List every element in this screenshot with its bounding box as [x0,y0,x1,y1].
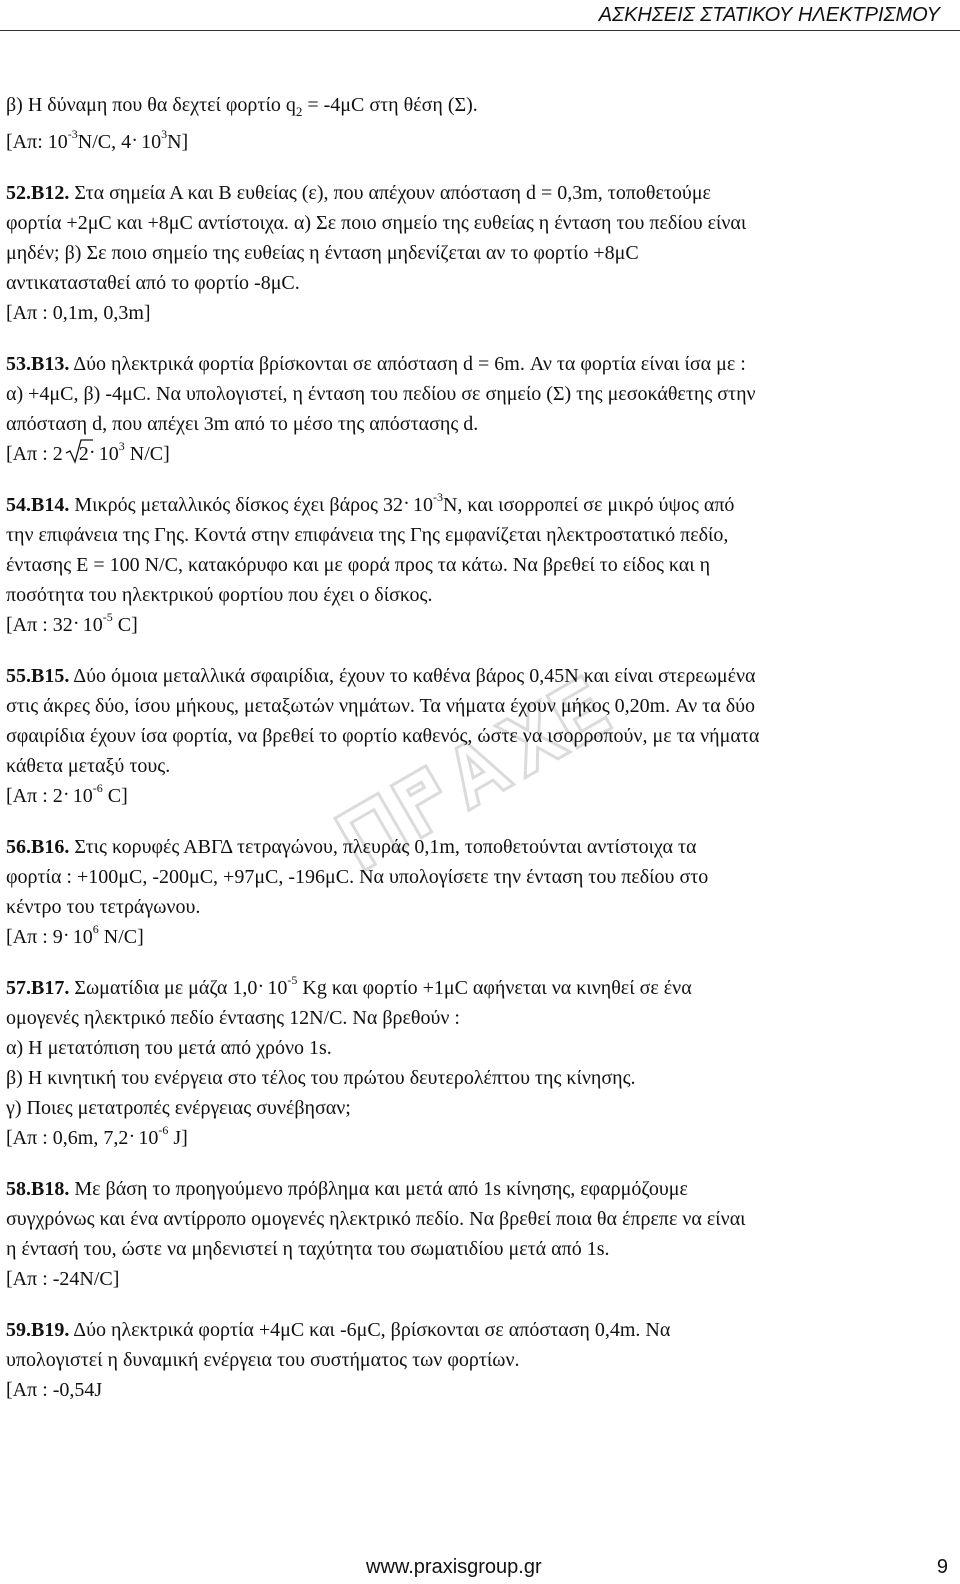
answer-line: [Απ: $10^{-3}N/C$, 4. $10^3N$] [6,124,189,153]
answer-line: [Απ : -24N/C] [6,1268,120,1290]
exercise-number: 57.Β17. [6,977,70,999]
text-line: β) Η δύναμη που θα δεχτεί φορτίο $q_2 = -4\mu C$ στη θέση (Σ). [6,94,478,119]
text-line: β) Η κινητική του ενέργεια στο τέλος του πρώτου δευτερολέπτου της κίνησης. [6,1067,636,1089]
exercise-59 [6,1315,956,1405]
answer-line: [Απ : -0,54J [6,1379,103,1401]
text-line: έντασης Ε = 100 N/C, κατακόρυφο και με φορά προς τα κάτω. Να βρεθεί το είδος και η [6,554,711,576]
exercise-55 [6,661,956,811]
exercise-number: 54.Β14. [6,494,70,516]
text-line: 52.Β12. Στα σημεία Α και Β ευθείας (ε), που απέχουν απόσταση d = 0,3m, τοποθετούμε [6,182,711,204]
subscript: 2 [295,104,303,119]
text-line: αντικατασταθεί από το φορτίο -8μC. [6,272,300,294]
text-line: 56.Β16. Στις κορυφές ΑΒΓΔ τετραγώνου, πλευράς 0,1m, τοποθετούνται αντίστοιχα τα [6,836,697,858]
text-line: φορτία : +100μC, -200μC, +97μC, -196μC. Να υπολογίσετε την ένταση του πεδίου στο [6,866,709,888]
text-line: 57.Β17. Σωματίδια με μάζα 1,0. $10^{-5}$ Kg και φορτίο +1μC αφήνεται να κινηθεί σε ένα [6,970,692,999]
text-line: μηδέν; β) Σε ποιο σημείο της ευθείας η ένταση μηδενίζεται αν το φορτίο +8μC [6,242,639,264]
text-line: γ) Ποιες μετατροπές ενέργειας συνέβησαν; [6,1097,351,1119]
intro-block [6,90,956,157]
answer-line: [Απ : 2. $10^{-6}$ C] [6,778,128,807]
text-line: υπολογιστεί η δυναμική ενέργεια του συστήματος των φορτίων. [6,1349,520,1371]
exercise-number: 59.Β19. [6,1319,70,1341]
page-header [0,0,960,36]
text-line: απόσταση d, που απέχει 3m από το μέσο της απόστασης d. [6,413,479,435]
text-line: κάθετα μεταξύ τους. [6,755,171,777]
text-line: ομογενές ηλεκτρικό πεδίο έντασης 12N/C. Να βρεθούν : [6,1007,460,1029]
text-line: α) Η μετατόπιση του μετά από χρόνο 1s. [6,1037,332,1059]
text-line: ποσότητα του ηλεκτρικού φορτίου που έχει ο δίσκος. [6,584,433,606]
exercise-58 [6,1174,956,1294]
exercise-56 [6,832,956,952]
text-line: 58.Β18. Με βάση το προηγούμενο πρόβλημα και μετά από 1s κίνησης, εφαρμόζουμε [6,1178,688,1200]
text-line: α) +4μC, β) -4μC. Να υπολογιστεί, η ένταση του πεδίου σε σημείο (Σ) της μεσοκάθετης στην [6,383,756,405]
exercise-number: 55.Β15. [6,665,70,687]
answer-line: [Απ : 2 2. $10^3$ N/C] [6,439,956,469]
exercise-57 [6,970,956,1153]
exercise-number: 53.Β13. [6,353,70,375]
text-line: η έντασή του, ώστε να μηδενιστεί η ταχύτητα του σωματιδίου μετά από 1s. [6,1238,610,1260]
exercise-number: 56.Β16. [6,836,70,858]
page-number: 9 [936,1556,948,1578]
exercise-53 [6,349,956,469]
text-line: κέντρο του τετράγωνου. [6,896,201,918]
exercise-number: 58.Β18. [6,1178,70,1200]
answer-line: [Απ : 0,1m, 0,3m] [6,302,151,324]
footer-url[interactable]: www.praxisgroup.gr [366,1556,542,1578]
answer-line: [Απ : 0,6m, 7,2. $10^{-6}$ J] [6,1120,188,1149]
text-line: 59.Β19. Δύο ηλεκτρικά φορτία +4μC και -6μC, βρίσκονται σε απόσταση 0,4m. Να [6,1319,671,1341]
text-line: 53.Β13. Δύο ηλεκτρικά φορτία βρίσκονται σε απόσταση d = 6m. Αν τα φορτία είναι ίσα με : [6,353,746,375]
exercise-number: 52.Β12. [6,182,70,204]
text-line: την επιφάνεια της Γης. Κοντά στην επιφάνεια της Γης εμφανίζεται ηλεκτροστατικό πεδίο, [6,524,729,546]
text-line: 55.Β15. Δύο όμοια μεταλλικά σφαιρίδια, έχουν το καθένα βάρος 0,45N και είναι στερεωμένα [6,665,756,687]
text-line: φορτία +2μC και +8μC αντίστοιχα. α) Σε ποιο σημείο της ευθείας η ένταση του πεδίου είναι [6,212,747,234]
header-title: ΑΣΚΗΣΕΙΣ ΣΤΑΤΙΚΟΥ ΗΛΕΚΤΡΙΣΜΟΥ [598,4,940,26]
square-root-icon: 2 [65,439,89,469]
exercise-content [6,90,956,1426]
answer-line: [Απ : 32. $10^{-5}$ C] [6,607,138,636]
exercise-52 [6,178,956,328]
text-line: συγχρόνως και ένα αντίρροπο ομογενές ηλεκτρικό πεδίο. Να βρεθεί ποια θα έπρεπε να είναι [6,1208,746,1230]
text-line: 54.Β14. Μικρός μεταλλικός δίσκος έχει βάρος 32. $10^{-3}N$, και ισορροπεί σε μικρό ύψος από [6,487,735,516]
text-line: σφαιρίδια έχουν ίσα φορτία, να βρεθεί το φορτίο καθενός, ώστε να ισορροπούν, με τα νήματα [6,725,760,747]
exercise-54 [6,487,956,640]
answer-line: [Απ : 9. $10^6$ N/C] [6,919,144,948]
header-rule [0,30,960,31]
text-line: στις άκρες δύο, ίσου μήκους, μεταξωτών νημάτων. Τα νήματα έχουν μήκος 0,20m. Αν τα δύο [6,695,756,717]
